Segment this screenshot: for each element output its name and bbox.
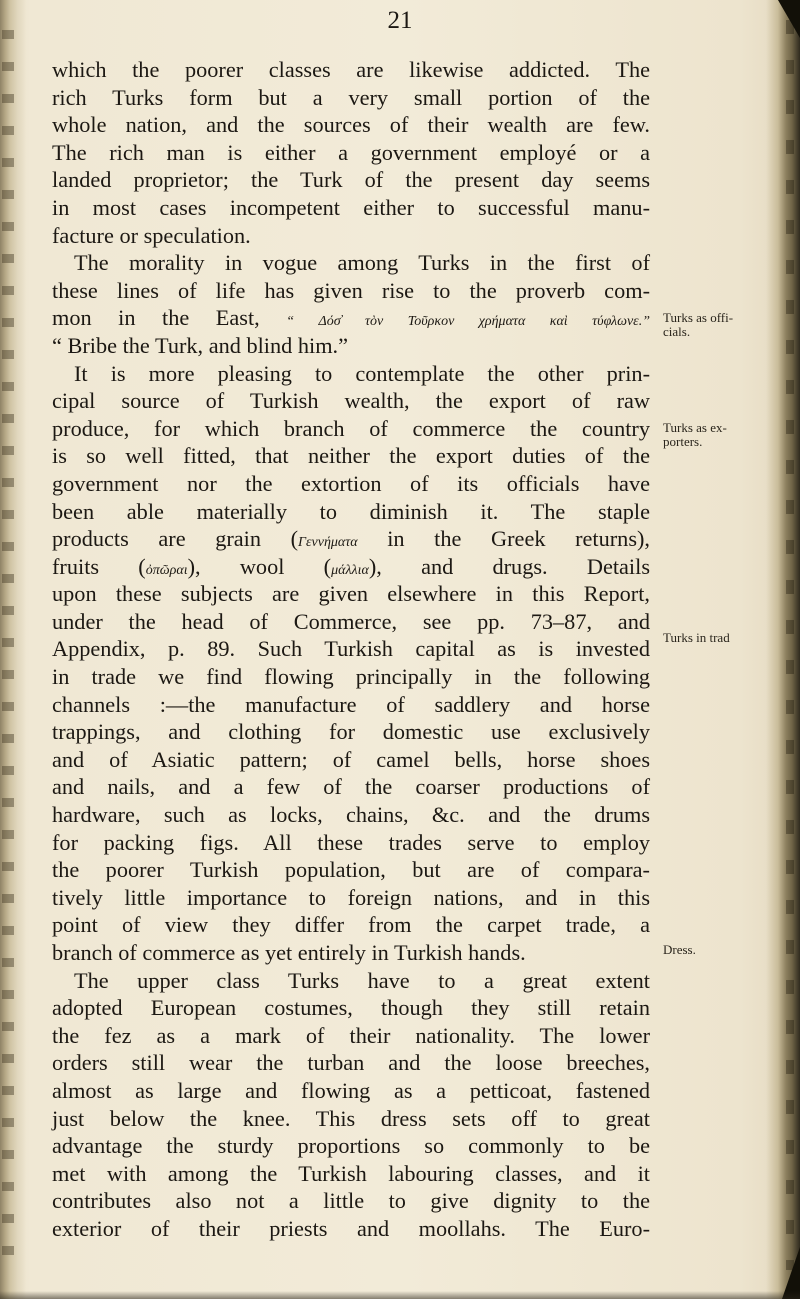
- text-line: the poorer Turkish population, but are of compara-: [52, 857, 650, 883]
- greek-wool-word: μάλλια: [331, 562, 369, 578]
- text-line: trappings, and clothing for domestic use exclusively: [52, 719, 650, 745]
- body-text: [52, 56, 650, 1243]
- drugs-text: and drugs. Details: [421, 553, 650, 579]
- text-line: cipal source of Turkish wealth, the export of raw: [52, 388, 650, 414]
- grain-trail-text: in the Greek returns),: [357, 526, 651, 552]
- text-line: exterior of their priests and moollahs. The Euro-: [52, 1215, 650, 1241]
- margin-note-dress: Dress.: [663, 942, 696, 957]
- page-binding-edge: [0, 0, 26, 1299]
- greek-grain-word: Γεννήματα: [298, 535, 358, 551]
- bottom-edge-shadow: [0, 1291, 800, 1299]
- text-line: almost as large and flowing as a petticoat, fastened: [52, 1077, 650, 1103]
- fruits-line: [52, 553, 650, 581]
- proverb-lead-text: mon in the East,: [52, 305, 260, 331]
- page-right-edge: [766, 0, 800, 1299]
- text-line: in trade we find flowing principally in the following: [52, 664, 650, 690]
- text-line: The rich man is either a government employé or a: [52, 139, 650, 165]
- paragraph-start-line: The morality in vogue among Turks in the first of: [74, 250, 650, 276]
- text-line: been able materially to diminish it. The staple: [52, 498, 650, 524]
- text-line: these lines of life has given rise to the proverb com-: [52, 277, 650, 303]
- text-line: contributes also not a little to give dignity to the: [52, 1188, 650, 1214]
- page-number: 21: [387, 7, 413, 34]
- text-line: which the poorer classes are likewise addicted. The: [52, 57, 650, 82]
- paragraph-start-line: The upper class Turks have to a great extent: [74, 967, 650, 993]
- grain-line: [52, 525, 650, 553]
- text-line: rich Turks form but a very small portion of the: [52, 84, 650, 110]
- text-line: facture or speculation.: [52, 222, 251, 248]
- text-line: branch of commerce as yet entirely in Turkish hands.: [52, 940, 526, 965]
- text-line: Appendix, p. 89. Such Turkish capital as is invested: [52, 636, 650, 662]
- text-line: hardware, such as locks, chains, &c. and the drums: [52, 802, 650, 828]
- greek-proverb: “ Δόσ̓ τὸν Τοῦρκον χρήματα καὶ τύφλωνε.”: [286, 314, 650, 330]
- text-line: landed proprietor; the Turk of the present day seems: [52, 167, 650, 193]
- text-line: and of Asiatic pattern; of camel bells, horse shoes: [52, 746, 650, 772]
- text-line: is so well fitted, that neither the export duties of the: [52, 443, 650, 469]
- proverb-line: [52, 304, 650, 332]
- margin-note-officials: Turks as offi- cials.: [663, 310, 734, 339]
- text-line: point of view they differ from the carpet trade, a: [52, 912, 650, 938]
- next-page-strip: [786, 20, 794, 1270]
- text-line: in most cases incompetent either to successful manu-: [52, 194, 650, 220]
- text-line: whole nation, and the sources of their wealth are few.: [52, 112, 650, 138]
- margin-note-exporters: Turks as ex- porters.: [663, 420, 727, 449]
- text-line: for packing figs. All these trades serve to employ: [52, 829, 650, 855]
- text-line: under the head of Commerce, see pp. 73–87, and: [52, 608, 650, 634]
- paragraph-start-line: It is more pleasing to contemplate the other prin-: [74, 360, 650, 386]
- fruits-text: fruits (: [52, 553, 146, 579]
- margin-note-trade: Turks in trad: [663, 630, 730, 645]
- text-line: orders still wear the turban and the loose breeches,: [52, 1050, 650, 1076]
- text-line: met with among the Turkish labouring classes, and it: [52, 1160, 650, 1186]
- text-line: government nor the extortion of its officials have: [52, 470, 650, 496]
- text-line: produce, for which branch of commerce the country: [52, 415, 650, 441]
- text-line: the fez as a mark of their nationality. The lower: [52, 1022, 650, 1048]
- binding-marks: [2, 30, 14, 1260]
- fruits-close-text: ),: [368, 553, 382, 579]
- grain-lead-text: products are grain (: [52, 526, 299, 552]
- text-line: tively little importance to foreign nations, and in this: [52, 884, 650, 910]
- text-line: channels :—the manufacture of saddlery and horse: [52, 691, 650, 717]
- text-line: upon these subjects are given elsewhere in this Report,: [52, 581, 650, 607]
- text-line: and nails, and a few of the coarser productions of: [52, 774, 650, 800]
- wool-text: ), wool (: [187, 553, 332, 579]
- top-right-corner-shadow: [778, 0, 800, 38]
- greek-fruits-word: ὀπῶραι: [145, 562, 188, 578]
- text-line: adopted European costumes, though they still retain: [52, 995, 650, 1021]
- text-line: advantage the sturdy proportions so commonly to be: [52, 1133, 650, 1159]
- text-line: just below the knee. This dress sets off to great: [52, 1105, 650, 1131]
- text-line: “ Bribe the Turk, and blind him.”: [52, 332, 349, 358]
